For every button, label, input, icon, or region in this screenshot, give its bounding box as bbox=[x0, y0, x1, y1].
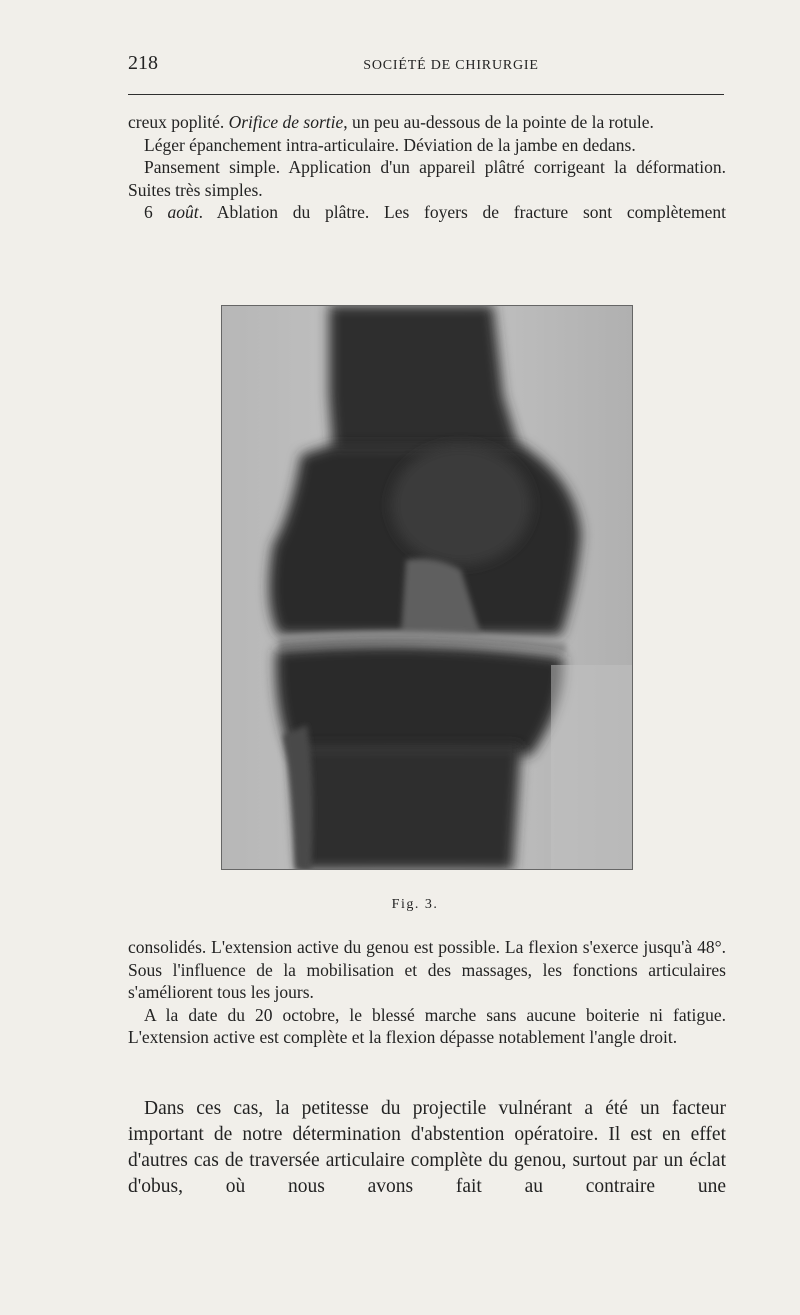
header-rule bbox=[128, 94, 724, 95]
paragraph: Pansement simple. Application d'un appareil plâtré corrigeant la déformation. Suites très simples. bbox=[128, 157, 726, 200]
paragraph bbox=[128, 201, 726, 224]
paragraph bbox=[128, 111, 726, 134]
text-run: 6 bbox=[144, 202, 168, 222]
text-block-middle bbox=[128, 936, 726, 1049]
figure-caption: Fig. 3. bbox=[391, 897, 439, 912]
paragraph: Dans ces cas, la petitesse du projectile vulnérant a été un facteur important de notre détermination d'abstention opératoire. Il est en effet d'autres cas de traversée articulaire complète du genou, surtout par un éclat d'obus, où nous avons fait au contraire une bbox=[128, 1098, 726, 1197]
paragraph: consolidés. L'extension active du genou est possible. La flexion s'exerce jusqu'à 48°. Sous l'influence de la mobilisation et des massages, les fonctions articulaires s'améliorent tous les jours. bbox=[128, 937, 726, 1002]
italic-text: Orifice de sortie bbox=[228, 112, 344, 132]
text-block-bottom bbox=[128, 1096, 726, 1200]
paragraph: Léger épanchement intra-articulaire. Déviation de la jambe en dedans. bbox=[144, 134, 636, 155]
paragraph: A la date du 20 octobre, le blessé marche sans aucune boiterie ni fatigue. L'extension active est complète et la flexion dépasse notablement l'angle droit. bbox=[128, 1004, 726, 1047]
text-run: creux poplité. bbox=[128, 112, 229, 132]
text-block-top bbox=[128, 111, 726, 224]
italic-text: août bbox=[167, 202, 199, 222]
text-run: , un peu au-dessous de la pointe de la rotule. bbox=[343, 112, 654, 132]
text-run: . Ablation du plâtre. Les foyers de fracture sont complètement bbox=[198, 202, 726, 222]
page-header bbox=[128, 52, 724, 78]
page-number: 218 bbox=[128, 52, 158, 74]
running-head: SOCIÉTÉ DE CHIRURGIE bbox=[363, 58, 539, 73]
knee-radiograph bbox=[221, 305, 633, 870]
